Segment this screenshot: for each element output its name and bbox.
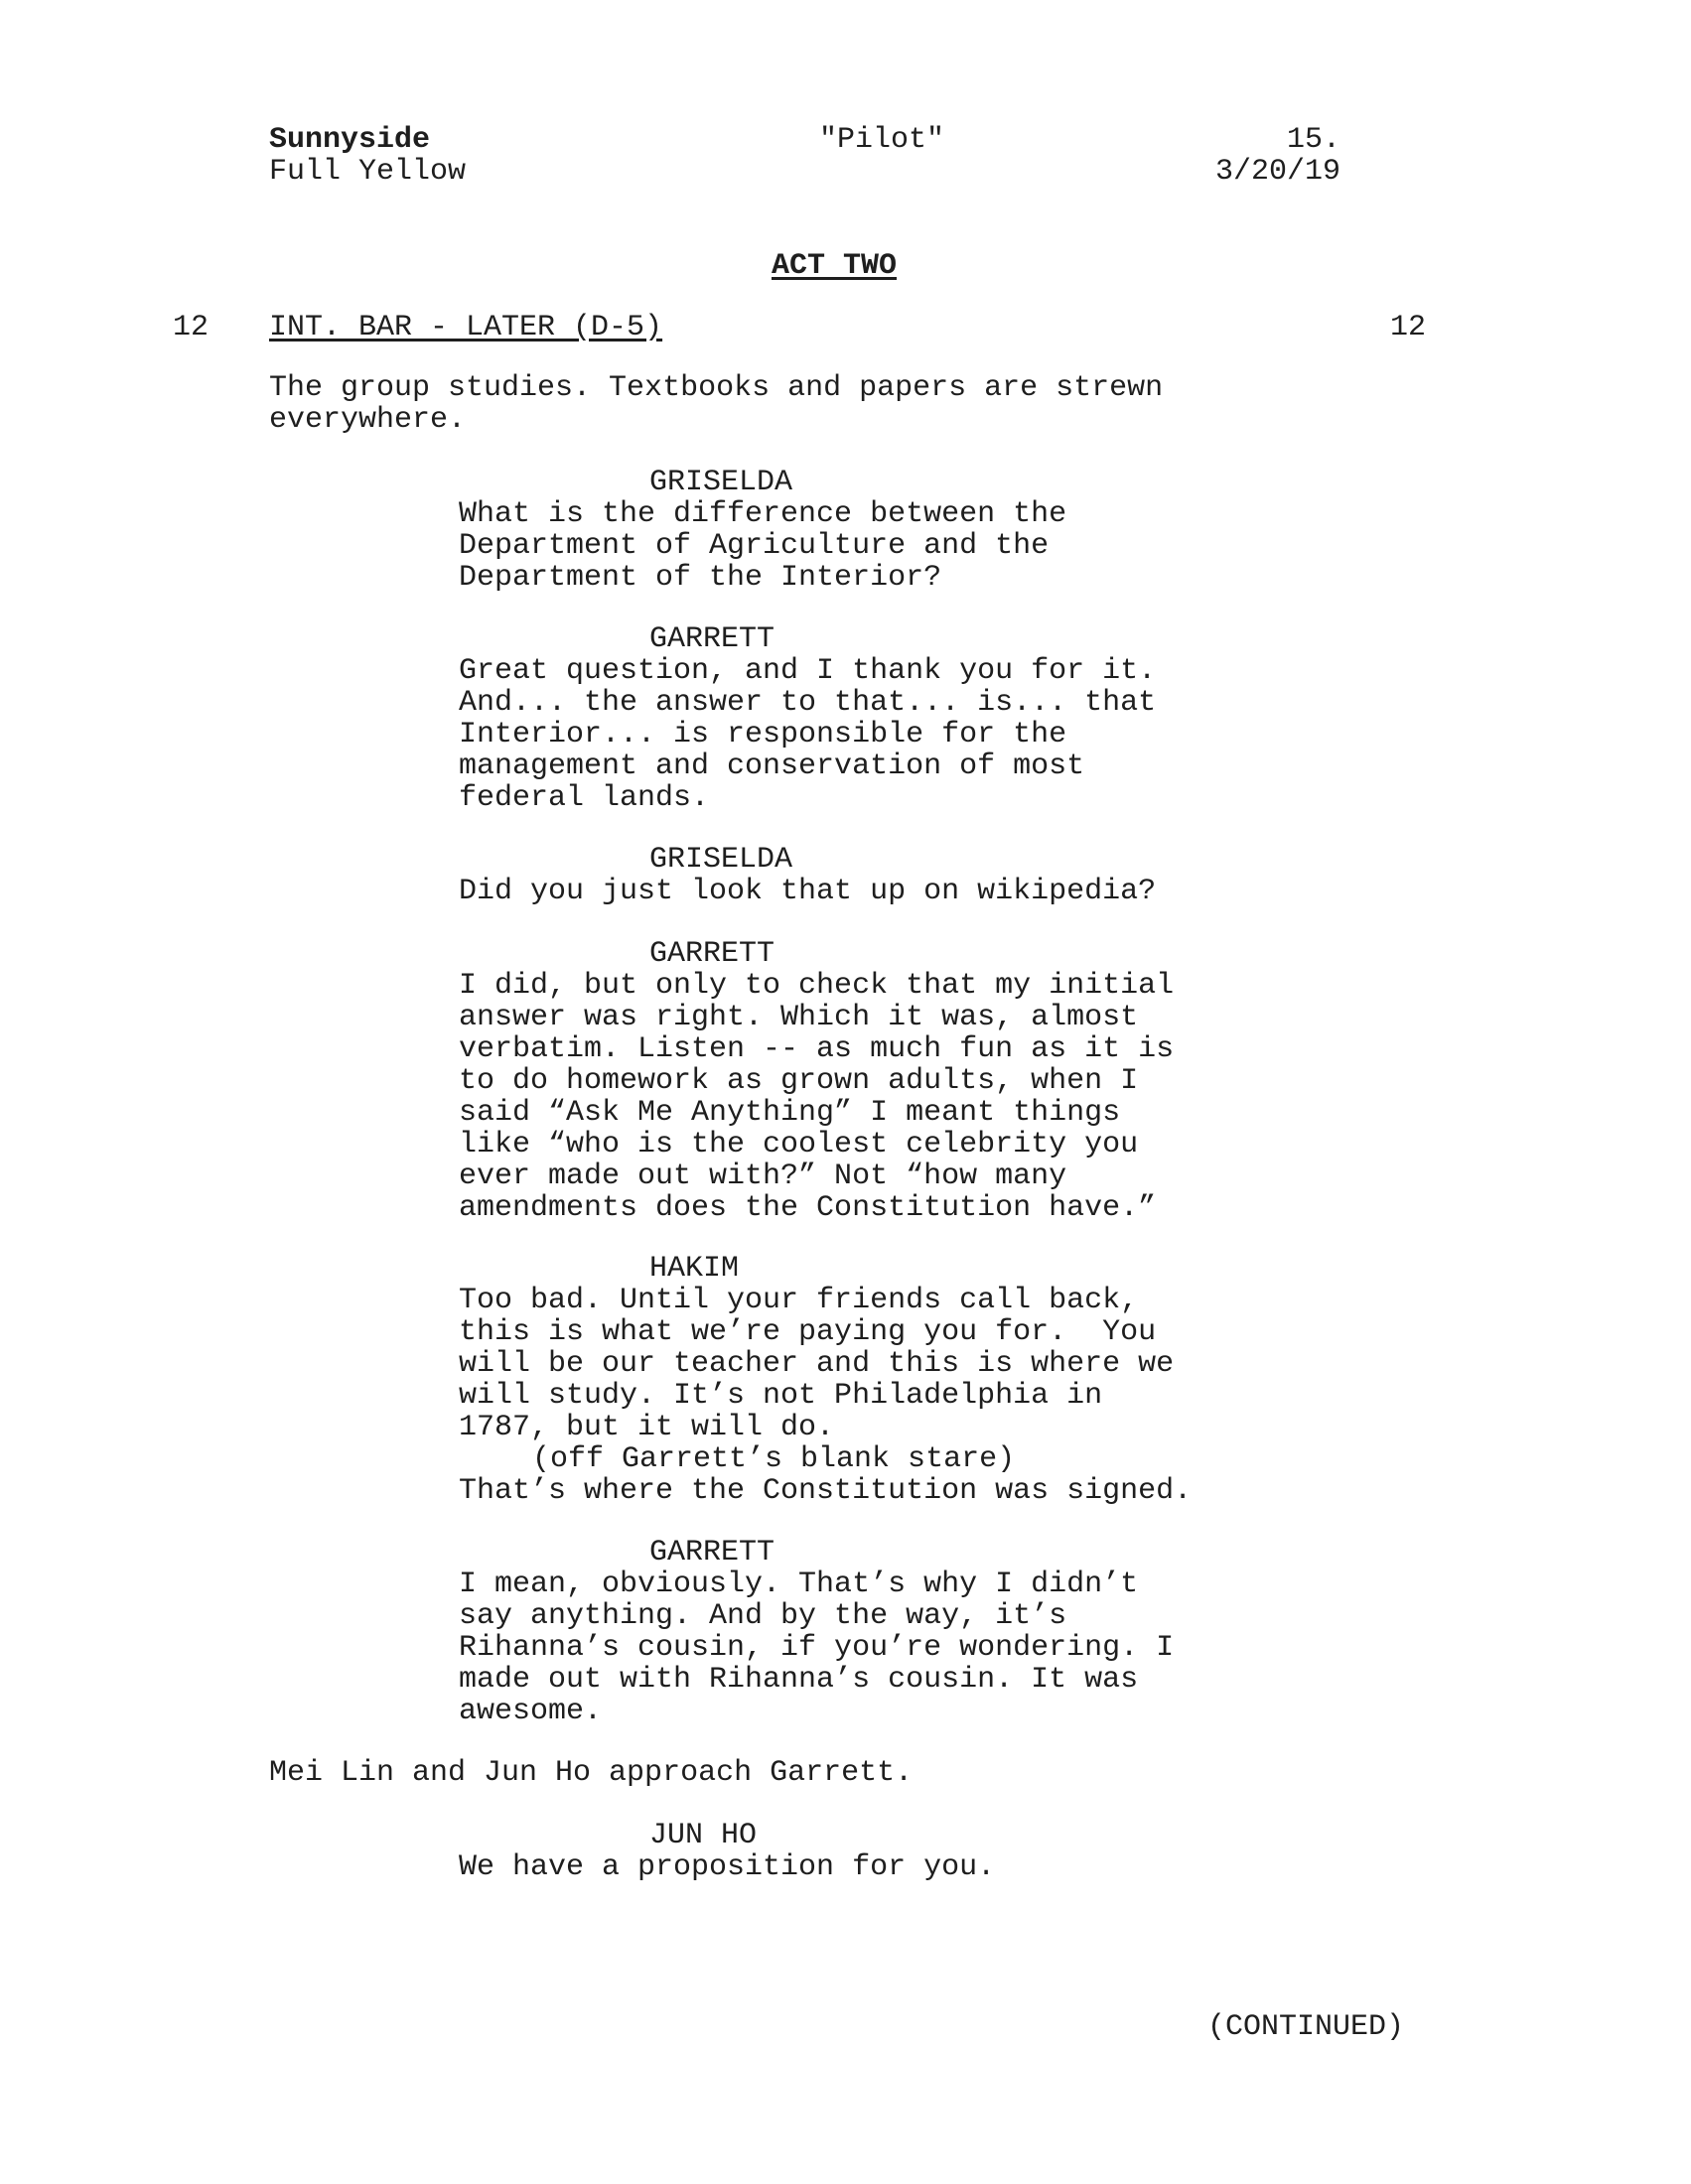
dialogue-line: Interior... is responsible for the bbox=[459, 718, 1067, 751]
continued-marker: (CONTINUED) bbox=[1206, 2010, 1404, 2044]
dialogue-line: That’s where the Constitution was signed. bbox=[459, 1474, 1193, 1508]
action-line: The group studies. Textbooks and papers are strewn bbox=[269, 371, 1164, 405]
dialogue-line: And... the answer to that... is... that bbox=[459, 686, 1157, 720]
dialogue-line: like “who is the coolest celebrity you bbox=[459, 1128, 1139, 1161]
dialogue-block bbox=[459, 1851, 995, 1883]
dialogue-line: Did you just look that up on wikipedia? bbox=[459, 875, 1157, 908]
scene-number-right: 12 bbox=[1390, 311, 1427, 344]
dialogue-line: I mean, obviously. That’s why I didn’t bbox=[459, 1568, 1139, 1601]
dialogue-line: Great question, and I thank you for it. bbox=[459, 654, 1157, 688]
character-cue: GRISELDA bbox=[649, 843, 793, 877]
character-cue: GARRETT bbox=[649, 622, 775, 656]
dialogue-line: amendments does the Constitution have.” bbox=[459, 1191, 1157, 1225]
dialogue-line: awesome. bbox=[459, 1695, 603, 1728]
page-number: 15. bbox=[1286, 123, 1340, 157]
dialogue-line: answer was right. Which it was, almost bbox=[459, 1001, 1139, 1034]
dialogue-block bbox=[459, 1285, 1192, 1507]
dialogue-line: said “Ask Me Anything” I meant things bbox=[459, 1096, 1121, 1130]
dialogue-line: 1787, but it will do. bbox=[459, 1411, 835, 1444]
dialogue-line: Department of the Interior? bbox=[459, 561, 942, 595]
character-cue: GARRETT bbox=[649, 1536, 775, 1570]
dialogue-line: to do homework as grown adults, when I bbox=[459, 1064, 1139, 1098]
dialogue-block bbox=[459, 498, 1066, 594]
draft-color: Full Yellow bbox=[269, 155, 467, 189]
dialogue-line: verbatim. Listen -- as much fun as it is bbox=[459, 1032, 1175, 1066]
act-heading: ACT TWO bbox=[772, 249, 898, 283]
action-line: everywhere. bbox=[269, 403, 467, 437]
dialogue-line: federal lands. bbox=[459, 781, 710, 815]
dialogue-block bbox=[459, 876, 1156, 907]
dialogue-block bbox=[459, 1569, 1174, 1727]
action-paragraph bbox=[269, 372, 1163, 436]
scene-number-left: 12 bbox=[173, 311, 210, 344]
character-cue: HAKIM bbox=[649, 1252, 740, 1286]
dialogue-line: I did, but only to check that my initial bbox=[459, 969, 1175, 1003]
dialogue-line: Department of Agriculture and the bbox=[459, 529, 1050, 563]
character-cue: GARRETT bbox=[649, 937, 775, 971]
dialogue-line: made out with Rihanna’s cousin. It was bbox=[459, 1663, 1139, 1697]
dialogue-line: ever made out with?” Not “how many bbox=[459, 1160, 1067, 1193]
dialogue-line: say anything. And by the way, it’s bbox=[459, 1599, 1067, 1633]
dialogue-block bbox=[459, 655, 1156, 814]
dialogue-line: Rihanna’s cousin, if you’re wondering. I bbox=[459, 1631, 1175, 1665]
dialogue-line: will study. It’s not Philadelphia in bbox=[459, 1379, 1103, 1413]
revision-date: 3/20/19 bbox=[1214, 155, 1340, 189]
character-cue: GRISELDA bbox=[649, 466, 793, 499]
dialogue-line: will be our teacher and this is where we bbox=[459, 1347, 1175, 1381]
dialogue-block bbox=[459, 970, 1174, 1224]
dialogue-line: Too bad. Until your friends call back, bbox=[459, 1284, 1139, 1317]
episode-title: "Pilot" bbox=[819, 123, 945, 157]
dialogue-line: this is what we’re paying you for. You bbox=[459, 1315, 1157, 1349]
scene-heading: INT. BAR - LATER (D-5) bbox=[269, 311, 663, 344]
dialogue-line: management and conservation of most bbox=[459, 750, 1085, 783]
parenthetical: (off Garrett’s blank stare) bbox=[532, 1442, 1016, 1476]
show-title: Sunnyside bbox=[269, 123, 431, 157]
dialogue-line: What is the difference between the bbox=[459, 497, 1067, 531]
dialogue-line: We have a proposition for you. bbox=[459, 1850, 996, 1884]
action-line: Mei Lin and Jun Ho approach Garrett. bbox=[269, 1756, 914, 1790]
character-cue: JUN HO bbox=[649, 1819, 758, 1852]
